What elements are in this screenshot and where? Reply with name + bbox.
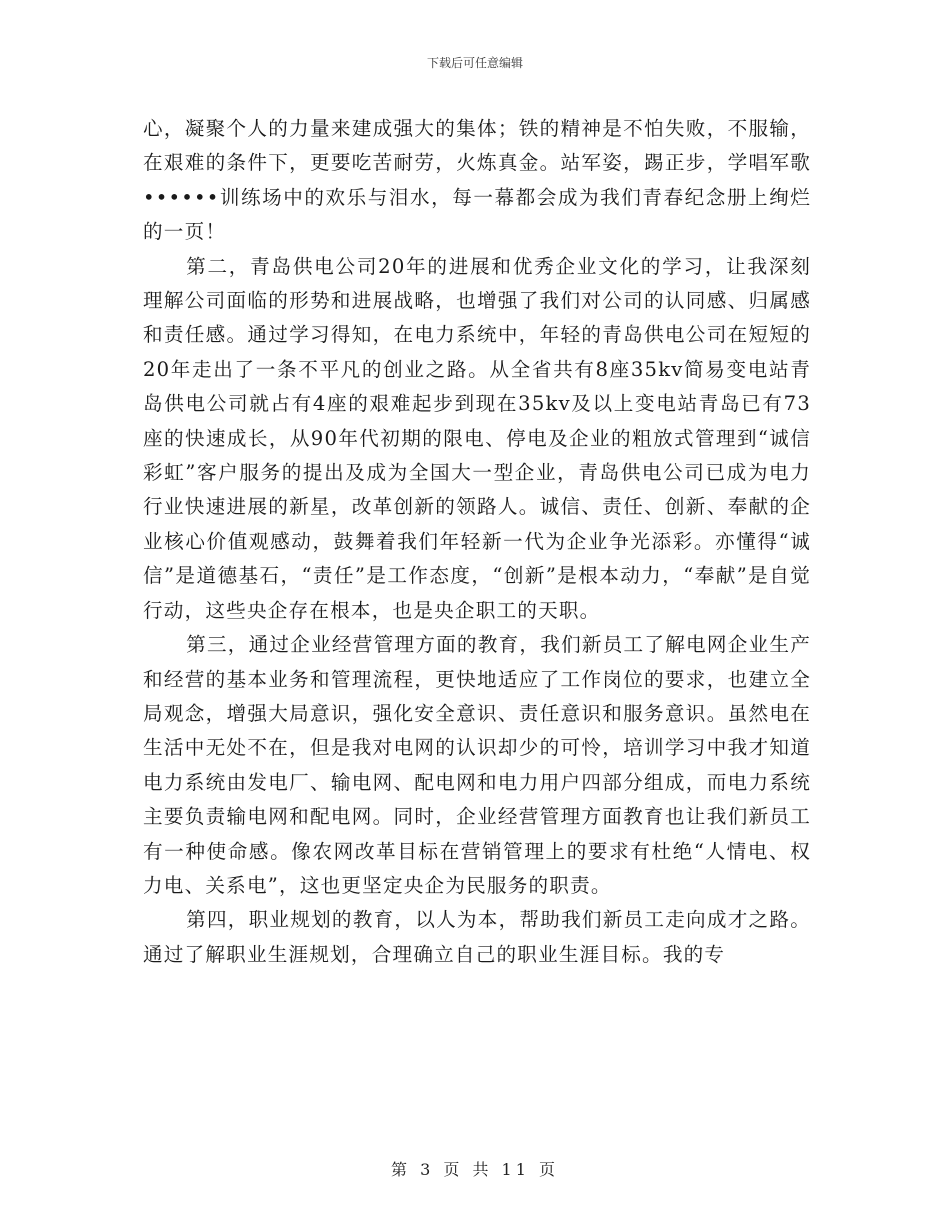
document-body — [143, 112, 811, 972]
paragraph-4: 第四，职业规划的教育，以人为本，帮助我们新员工走向成才之路。通过了解职业生涯规划，合理确立自己的职业生涯目标。我的专 — [143, 908, 811, 966]
paragraph-3: 第三，通过企业经营管理方面的教育，我们新员工了解电网企业生产和经营的基本业务和管理流程，更快地适应了工作岗位的要求，也建立全局观念，增强大局意识，强化安全意识、责任意识和服务意识。虽然电在生活中无处不在，但是我对电网的认识却少的可怜，培训学习中我才知道电力系统由发电厂、输电网、配电网和电力用户四部分组成，而电力系统主要负责输电网和配电网。同时，企业经营管理方面教育也让我们新员工有一种使命感。像农网改革目标在营销管理上的要求有杜绝“人情电、权力电、关系电”，这也更坚定央企为民服务的职责。 — [143, 633, 811, 897]
paragraph-1: 心，凝聚个人的力量来建成强大的集体；铁的精神是不怕失败，不服输，在艰难的条件下，更要吃苦耐劳，火炼真金。站军姿，踢正步，学唱军歌••••••训练场中的欢乐与泪水，每一幕都会成为我们青春纪念册上绚烂的一页！ — [143, 117, 811, 244]
page-header: 下载后可任意编辑 — [426, 56, 523, 70]
page-number: 第 3 页 共 11 页 — [391, 1160, 559, 1179]
paragraph-2: 第二，青岛供电公司20年的进展和优秀企业文化的学习，让我深刻理解公司面临的形势和进展战略，也增强了我们对公司的认同感、归属感和责任感。通过学习得知，在电力系统中，年轻的青岛供电公司在短短的20年走出了一条不平凡的创业之路。从全省共有8座35kv简易变电站青岛供电公司就占有4座的艰难起步到现在35kv及以上变电站青岛已有73座的快速成长，从90年代初期的限电、停电及企业的粗放式管理到“诚信彩虹”客户服务的提出及成为全国大一型企业，青岛供电公司已成为电力行业快速进展的新星，改革创新的领路人。诚信、责任、创新、奉献的企业核心价值观感动，鼓舞着我们年轻新一代为企业争光添彩。亦懂得“诚信”是道德基石，“责任”是工作态度，“创新”是根本动力，“奉献”是自觉行动，这些央企存在根本，也是央企职工的天职。 — [143, 254, 811, 622]
